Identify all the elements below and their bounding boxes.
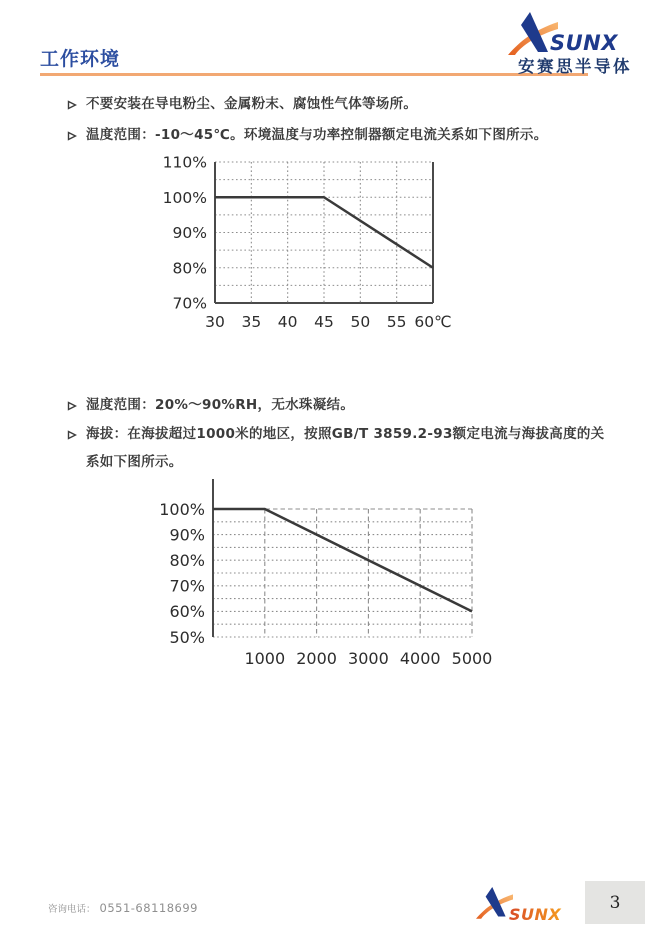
logo-a-swoosh-icon xyxy=(476,887,513,919)
svg-text:50: 50 xyxy=(350,313,371,331)
svg-text:3000: 3000 xyxy=(348,649,389,668)
phone-label: 咨询电话： xyxy=(48,904,96,915)
svg-text:4000: 4000 xyxy=(399,649,441,668)
company-logo xyxy=(508,8,642,78)
svg-text:80%: 80% xyxy=(172,259,207,278)
phone-number: 0551-68118699 xyxy=(99,901,198,915)
svg-text:70%: 70% xyxy=(172,294,207,313)
bullet-text: 海拔：在海拔超过1000米的地区，按照GB/T 3859.2-93额定电流与海拔高度的关系如下图所示。 xyxy=(86,426,605,470)
svg-text:55: 55 xyxy=(386,313,407,331)
bullet-text: 不要安装在导电粉尘、金属粉末、腐蚀性气体等场所。 xyxy=(86,96,418,112)
svg-text:90%: 90% xyxy=(172,224,207,243)
svg-text:50%: 50% xyxy=(169,627,205,647)
svg-text:40: 40 xyxy=(277,313,298,331)
svg-text:35: 35 xyxy=(241,313,262,331)
logo-brand-text: SUNX xyxy=(550,31,618,55)
svg-text:90%: 90% xyxy=(169,525,205,545)
altitude-derating-chart xyxy=(130,470,495,675)
footer-brand-text: SUNX xyxy=(509,905,562,924)
svg-text:2000: 2000 xyxy=(296,649,337,668)
svg-text:80%: 80% xyxy=(169,550,205,570)
svg-text:30: 30 xyxy=(205,313,225,331)
page-number-badge xyxy=(585,881,645,924)
arrowhead-right-icon xyxy=(67,89,78,120)
svg-text:110%: 110% xyxy=(162,153,207,172)
page-number: 3 xyxy=(609,892,621,913)
bullet-item xyxy=(67,420,615,476)
bullet-item xyxy=(67,391,615,420)
temperature-derating-chart xyxy=(140,150,455,335)
bullet-item xyxy=(67,89,627,120)
bullet-text: 湿度范围：20%～90%RH，无水珠凝结。 xyxy=(86,397,355,413)
svg-text:70%: 70% xyxy=(169,576,205,596)
svg-text:100%: 100% xyxy=(162,188,207,207)
svg-text:45: 45 xyxy=(314,313,334,331)
bullet-text: 温度范围：-10～45℃。环境温度与功率控制器额定电流关系如下图所示。 xyxy=(86,127,548,143)
bullet-item xyxy=(67,120,627,151)
page-title: 工作环境 xyxy=(40,48,121,70)
svg-text:1000: 1000 xyxy=(244,649,286,668)
environment-notes-list xyxy=(67,89,627,151)
arrowhead-right-icon xyxy=(67,391,78,420)
svg-text:60℃: 60℃ xyxy=(414,313,452,331)
svg-text:5000: 5000 xyxy=(451,649,493,668)
arrowhead-right-icon xyxy=(67,420,78,449)
arrowhead-right-icon xyxy=(67,120,78,151)
footer-phone xyxy=(48,901,198,915)
svg-text:100%: 100% xyxy=(159,499,205,519)
svg-text:60%: 60% xyxy=(169,602,205,622)
header-rule xyxy=(40,73,588,76)
footer-logo xyxy=(476,884,572,926)
logo-company-name: 安赛思半导体 xyxy=(518,57,632,76)
humidity-altitude-notes-list xyxy=(67,391,615,476)
